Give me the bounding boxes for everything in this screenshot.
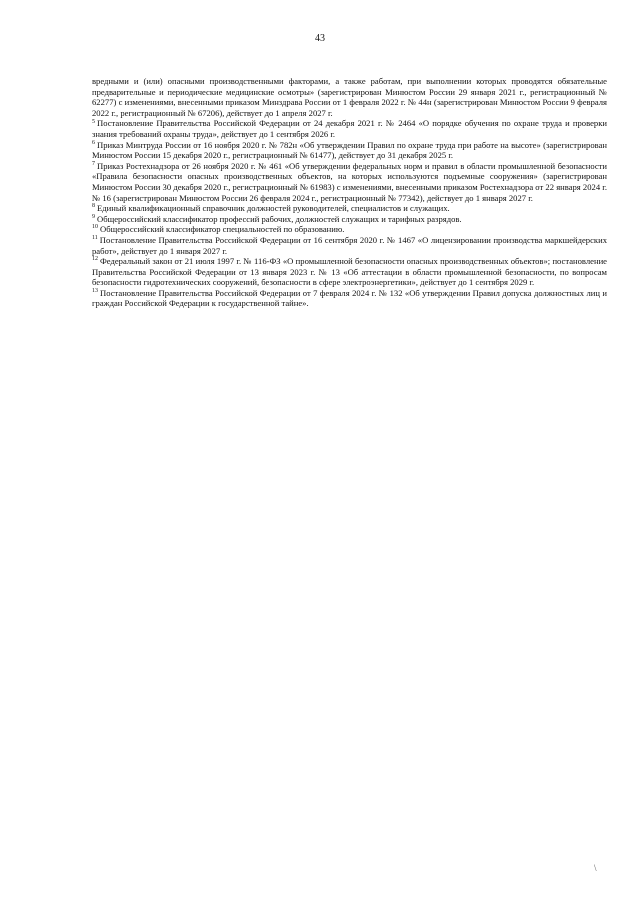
footnote-6 [92,140,607,161]
footnote-continued [92,76,607,118]
footnote-mark: 11 [92,235,98,242]
page-number: 43 [315,33,325,44]
footnote-text: Постановление Правительства Российской Федерации от 24 декабря 2021 г. № 2464 «О порядке обучения по охране труда и проверки знания требований охраны труда», действует до 1 сентября 2026 г. [92,118,607,139]
footnote-text: Постановление Правительства Российской Федерации от 7 февраля 2024 г. № 132 «Об утверждении Правил допуска должностных лиц и граждан Российской Федерации к государственной тайне». [92,287,607,309]
footnotes-block [92,76,607,309]
footnote-5 [92,118,607,139]
footnote-text: Единый квалификационный справочник должностей руководителей, специалистов и служащих. [97,203,450,214]
footnote-text: Общероссийский классификатор профессий рабочих, должностей служащих и тарифных разрядов. [97,213,462,224]
footnote-text: Федеральный закон от 21 июля 1997 г. № 116-ФЗ «О промышленной безопасности опасных производственных объектов»; постановление Правительства Российской Федерации от 13 января 2023 г. № 13 «Об аттестации в области промышленной безопасности, по вопросам безопасности гидротехнических сооружений, безопасности в сфере электроэнергетики», действует до 1 сентября 2029 г. [92,256,607,288]
footnote-mark: 8 [92,203,95,210]
footnote-8 [92,203,607,214]
footnote-11 [92,235,607,256]
footnote-text: Приказ Ростехнадзора от 26 ноября 2020 г. № 461 «Об утверждении федеральных норм и правил в области промышленной безопасности «Правила безопасности опасных производственных объектов, на которых используются подъемные сооружения» (зарегистрирован Минюстом России 30 декабря 2020 г., регистрационный № 61983) с изменениями, внесенными приказом Ростехнадзора от 22 января 2024 г. № 16 (зарегистрирован Минюстом России 26 февраля 2024 г., регистрационный № 77342), действует до 1 января 2027 г. [92,160,607,203]
footnote-9 [92,214,607,225]
footnote-mark: 5 [92,118,95,125]
footnote-text: вредными и (или) опасными производственными факторами, а также работам, при выполнении которых проводятся обязательные предварительные и периодические медицинские осмотры» (зарегистрирован Минюстом России 29 января 2021 г., регистрационный № 62277) с изменениями, внесенными приказом Минздрава России от 1 февраля 2022 г. № 44н (зарегистрирован Минюстом России 9 февраля 2022 г., регистрационный № 67206), действует до 1 апреля 2027 г. [92,76,607,118]
scan-mark: \ [594,863,597,873]
footnote-7 [92,161,607,203]
footnote-mark: 12 [92,256,98,263]
footnote-12 [92,256,607,288]
footnote-mark: 13 [92,288,98,295]
footnote-text: Приказ Минтруда России от 16 ноября 2020 г. № 782н «Об утверждении Правил по охране труда при работе на высоте» (зарегистрирован Минюстом России 15 декабря 2020 г., регистрационный № 61477), действует до 31 декабря 2025 г. [92,139,607,161]
footnote-mark: 6 [92,139,95,146]
footnote-mark: 7 [92,160,95,167]
footnote-13 [92,288,607,309]
footnote-text: Постановление Правительства Российской Федерации от 16 сентября 2020 г. № 1467 «О лицензировании производства маркшейдерских работ», действует до 1 января 2027 г. [92,234,607,256]
footnote-mark: 9 [92,213,95,220]
footnote-text: Общероссийский классификатор специальностей по образованию. [100,224,345,235]
footnote-10 [92,224,607,235]
footnote-mark: 10 [92,224,98,231]
